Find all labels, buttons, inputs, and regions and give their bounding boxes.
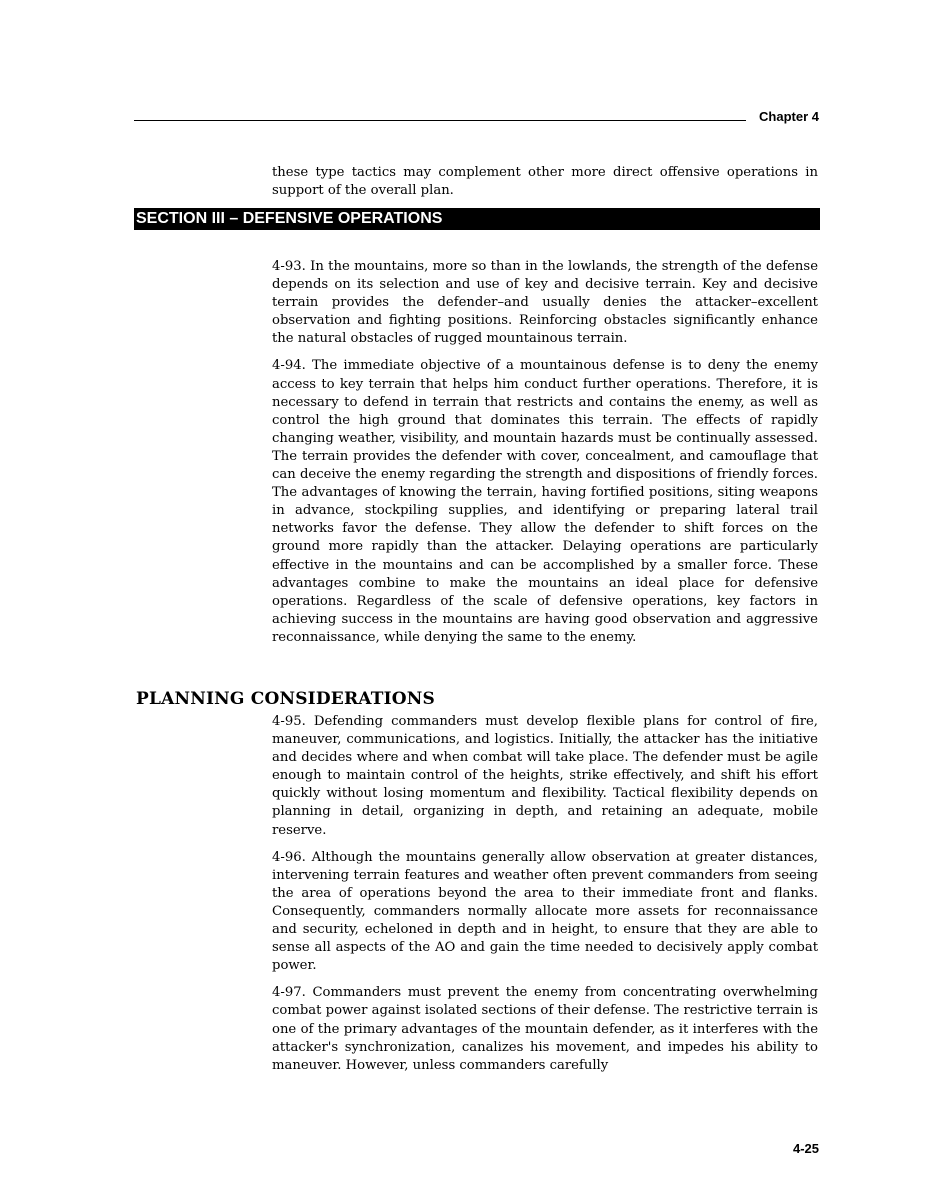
paragraph-4-93: 4-93. In the mountains, more so than in the lowlands, the strength of the defense depends on its selection and use of key and decisive terrain. Key and decisive terrain provides the defender–and usually denies the attacker–excellent observation and fighting positions. Reinforcing obstacles significantly enhance the natural obstacles of rugged mountainous terrain. — [272, 259, 818, 347]
intro-paragraph: these type tactics may complement other more direct offensive operations in support of the overall plan. — [272, 165, 818, 199]
planning-body — [272, 713, 818, 1084]
section-heading: SECTION III – DEFENSIVE OPERATIONS — [134, 208, 820, 230]
page-number: 4-25 — [792, 1141, 819, 1156]
chapter-label: Chapter 4 — [759, 109, 819, 124]
planning-considerations-heading: PLANNING CONSIDERATIONS — [136, 689, 435, 709]
paragraph-4-94: 4-94. The immediate objective of a mountainous defense is to deny the enemy access to key terrain that helps him conduct further operations. Therefore, it is necessary to defend in terrain that restricts and contains the enemy, as well as control the high ground that dominates this terrain. The effects of rapidly changing weather, visibility, and mountain hazards must be continually assessed. The terrain provides the defender with cover, concealment, and camouflage that can deceive the enemy regarding the strength and dispositions of friendly forces. The advantages of knowing the terrain, having fortified positions, siting weapons in advance, stockpiling supplies, and identifying or preparing lateral trail networks favor the defense. They allow the defender to shift forces on the ground more rapidly than the attacker. Delaying operations are particularly effective in the mountains and can be accomplished by a smaller force. These advantages combine to make the mountains an ideal place for defensive operations. Regardless of the scale of defensive operations, key factors in achieving success in the mountains are having good observation and aggressive reconnaissance, while denying the same to the enemy. — [272, 358, 818, 645]
paragraph-4-97: 4-97. Commanders must prevent the enemy from concentrating overwhelming combat power against isolated sections of their defense. The restrictive terrain is one of the primary advantages of the mountain defender, as it interferes with the attacker's synchronization, canalizes his movement, and impedes his ability to maneuver. However, unless commanders carefully — [272, 985, 818, 1073]
paragraph-4-96: 4-96. Although the mountains generally allow observation at greater distances, intervening terrain features and weather often prevent commanders from seeing the area of operations beyond the area to their immediate front and flanks. Consequently, commanders normally allocate more assets for reconnaissance and security, echeloned in depth and in height, to ensure that they are able to sense all aspects of the AO and gain the time needed to decisively apply combat power. — [272, 849, 818, 974]
paragraph-4-95: 4-95. Defending commanders must develop flexible plans for control of fire, maneuver, communications, and logistics. Initially, the attacker has the initiative and decides where and when combat will take place. The defender must be agile enough to maintain control of the heights, strike effectively, and shift his effort quickly without losing momentum and flexibility. Tactical flexibility depends on planning in detail, organizing in depth, and retaining an adequate, mobile reserve. — [272, 714, 818, 838]
header-rule — [134, 120, 746, 121]
section-body — [272, 258, 818, 656]
